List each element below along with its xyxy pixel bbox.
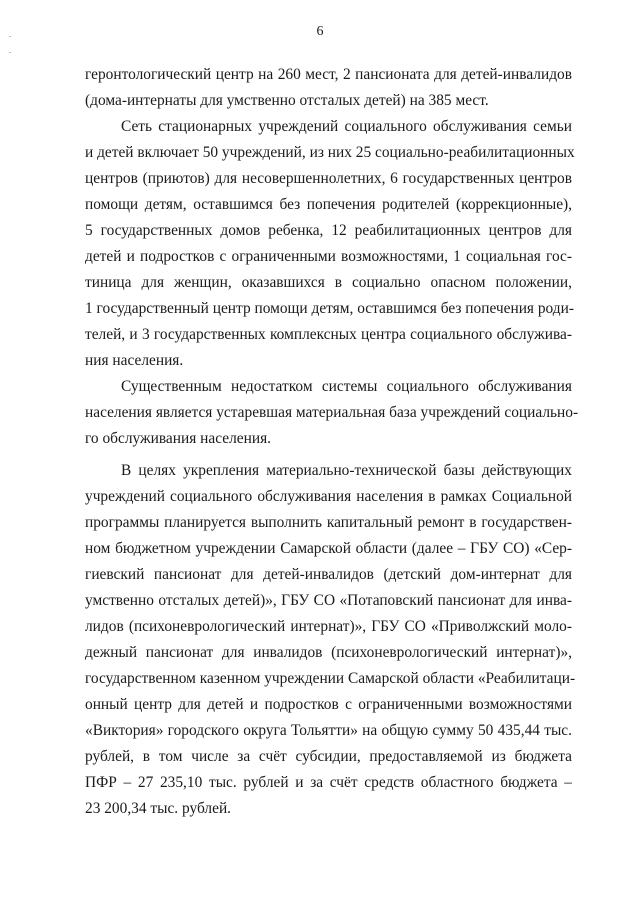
text-line: детей и подростков с ограниченными возможностями, 1 социальная гос- [85,248,572,265]
text-line: центров (приютов) для несовершеннолетних, 6 государственных центров [85,170,572,187]
text-line: рублей, в том числе за счёт субсидии, предоставляемой из бюджета [85,748,572,765]
text-line: 5 государственных домов ребенка, 12 реабилитационных центров для [85,222,572,239]
paragraph-first-line: Сеть стационарных учреждений социального обслуживания семьи [121,118,572,135]
text-line: помощи детям, оставшимся без попечения родителей (коррекционные), [85,196,572,213]
text-line: ПФР – 27 235,10 тыс. рублей и за счёт средств областного бюджета – [85,774,572,791]
text-line: телей, и 3 государственных комплексных центра социального обслужива- [85,326,572,343]
text-line: 1 государственный центр помощи детям, оставшимся без попечения роди- [85,300,574,317]
text-line: программы планируется выполнить капитальный ремонт в государствен- [85,514,572,531]
text-line: тиница для женщин, оказавшихся в социально опасном положении, [85,274,572,291]
text-line: онный центр для детей и подростков с ограниченными возможностями [85,696,572,713]
text-line: 23 200,34 тыс. рублей. [85,800,232,817]
text-line: ном бюджетном учреждении Самарской области (далее – ГБУ СО) «Сер- [85,540,572,557]
scan-margin-mark [9,36,11,37]
text-line: ния населения. [85,352,184,369]
text-line: (дома-интернаты для умственно отсталых детей) на 385 мест. [85,92,489,109]
text-line: учреждений социального обслуживания населения в рамках Социальной [85,488,572,505]
text-line: гиевский пансионат для детей-инвалидов (детский дом-интернат для [85,566,572,583]
text-line: и детей включает 50 учреждений, из них 25 социально-реабилитационных [85,144,575,161]
text-line: государственном казенном учреждении Самарской области «Реабилитаци- [85,670,576,687]
text-line: геронтологический центр на 260 мест, 2 пансионата для детей-инвалидов [85,66,572,83]
scan-margin-mark [9,52,11,53]
text-line: го обслуживания населения. [85,430,271,447]
text-line: дежный пансионат для инвалидов (психоневрологический интернат)», [85,644,572,661]
paragraph-first-line: В целях укрепления материально-технической базы действующих [121,462,572,479]
text-line: лидов (психоневрологический интернат)», ГБУ СО «Приволжский моло- [85,618,572,635]
text-line: умственно отсталых детей)», ГБУ СО «Потаповский пансионат для инва- [85,592,572,609]
page-number: 6 [316,24,324,39]
text-line: населения является устаревшая материальная база учреждений социально- [85,404,579,421]
text-line: «Виктория» городского округа Тольятти» на общую сумму 50 435,44 тыс. [85,722,572,739]
paragraph-first-line: Существенным недостатком системы социального обслуживания [121,378,572,395]
